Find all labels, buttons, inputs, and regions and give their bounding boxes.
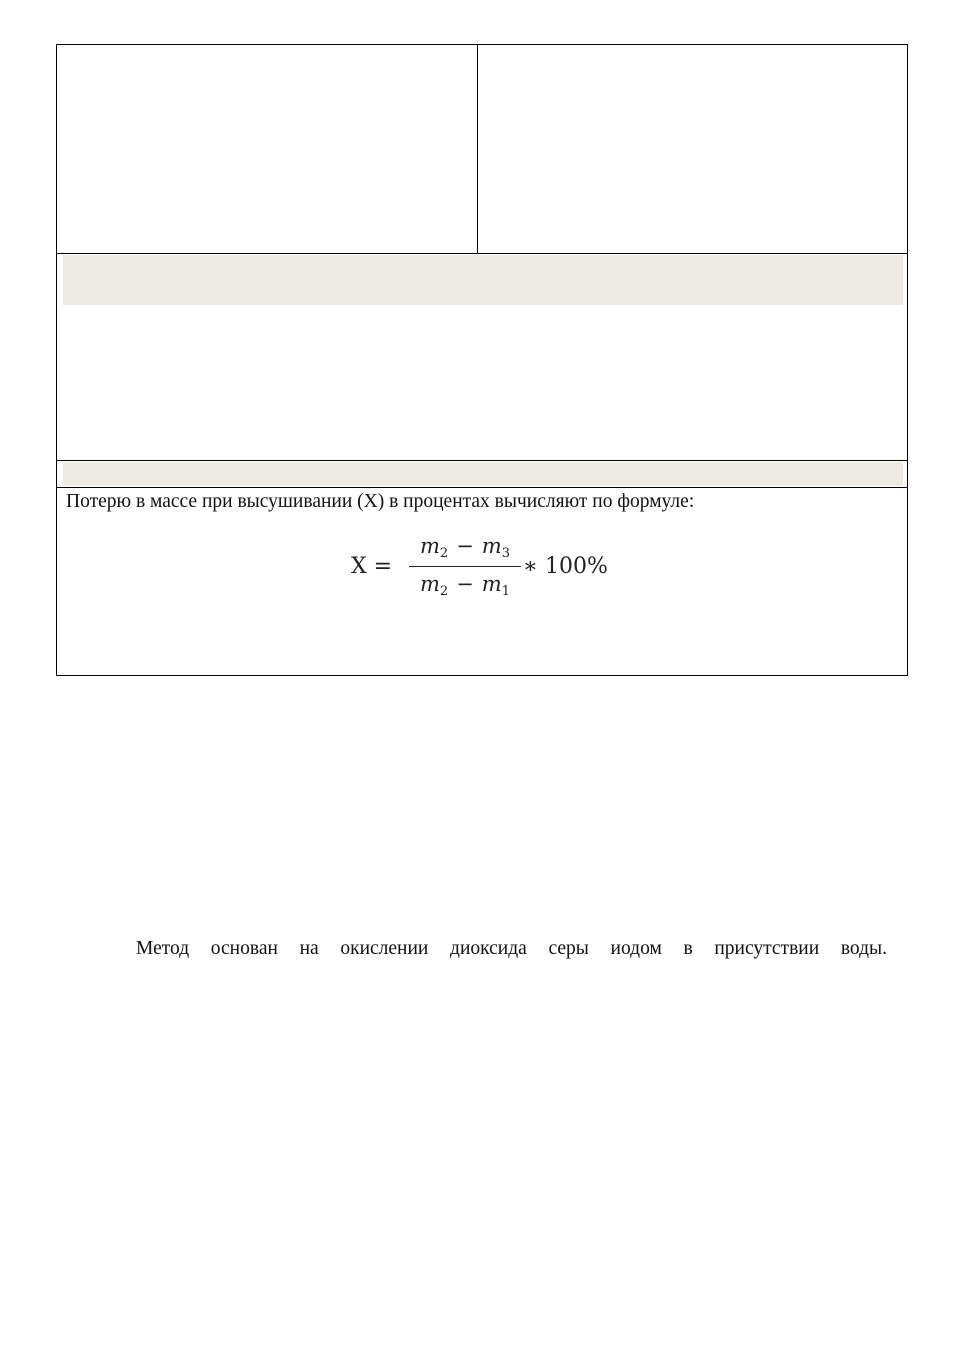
formula-cell (57, 488, 907, 675)
denominator-term-b: m (481, 572, 502, 596)
shaded-row-band (63, 255, 903, 305)
formula-fraction (409, 532, 521, 602)
denominator-term-a: m (419, 572, 440, 596)
row-divider (57, 460, 907, 461)
table-cell-top-right (478, 45, 908, 253)
table-cell-top-left (57, 45, 478, 253)
numerator-term-a: m (419, 534, 440, 558)
formula-rhs: ∗ 100% (523, 554, 608, 579)
fraction-bar (409, 566, 521, 567)
numerator-term-b: m (481, 534, 502, 558)
row-divider (57, 253, 907, 254)
formula-denominator (409, 572, 521, 599)
numerator-operator: − (456, 534, 474, 558)
method-paragraph: Метод основан на окислении диоксида серы иодом в присутствии воды. (136, 938, 887, 959)
formula-lhs: X = (351, 554, 393, 579)
formula-numerator (409, 534, 521, 561)
shaded-row-band (63, 462, 903, 486)
denominator-operator: − (456, 572, 474, 596)
numerator-term-a-subscript: 2 (439, 546, 449, 561)
numerator-term-b-subscript: 3 (501, 546, 510, 561)
denominator-term-a-subscript: 2 (439, 584, 449, 599)
formula-intro-text: Потерю в массе при высушивании (X) в процентах вычисляют по формуле: (66, 491, 695, 512)
method-table (56, 44, 908, 676)
denominator-term-b-subscript: 1 (501, 584, 510, 599)
